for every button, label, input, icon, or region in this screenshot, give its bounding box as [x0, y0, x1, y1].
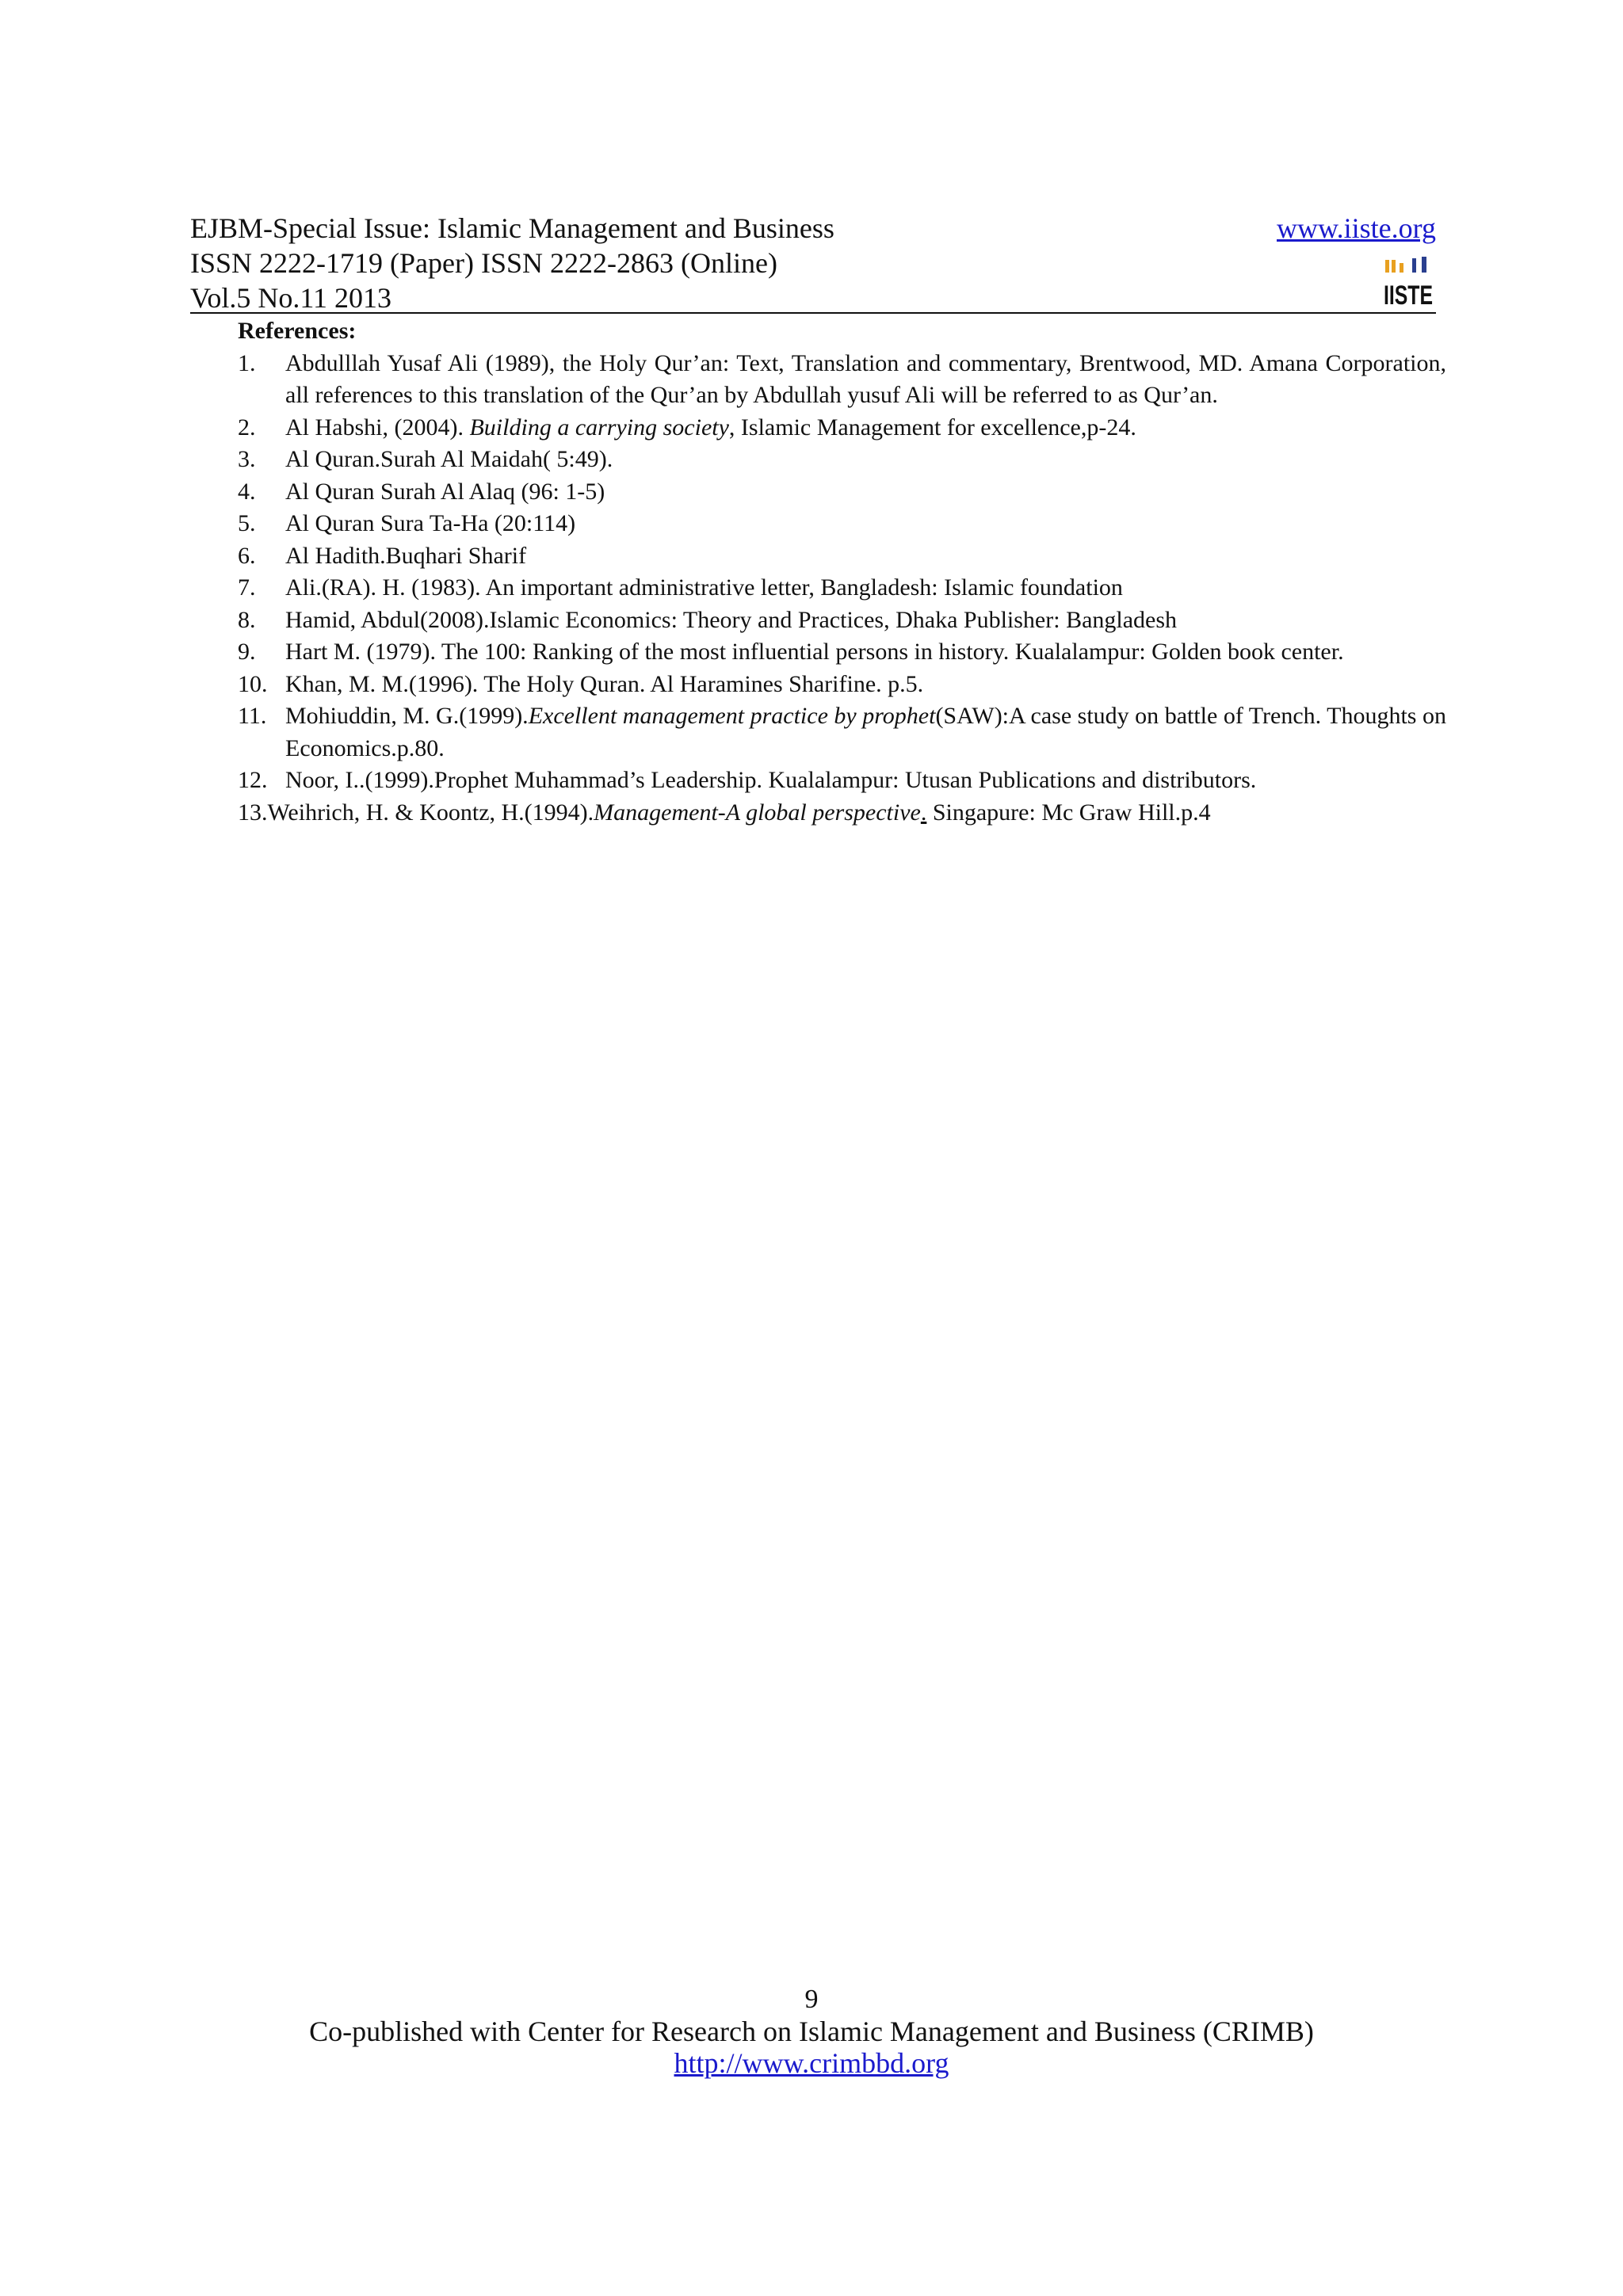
- reference-item: [238, 572, 1446, 605]
- reference-text: Hart M. (1979). The 100: Ranking of the most influential persons in history. Kualalampur: Golden book center.: [285, 639, 1344, 665]
- reference-item: [238, 765, 1446, 797]
- reference-item: [238, 348, 1446, 412]
- page-number: 9: [804, 1985, 819, 2014]
- reference-text: .: [920, 799, 927, 826]
- reference-text: Al Habshi, (2004).: [285, 414, 470, 441]
- reference-item: [238, 540, 1446, 573]
- reference-text: Excellent management practice by prophet: [528, 703, 936, 729]
- copublished-line: Co-published with Center for Research on Islamic Management and Business (CRIMB): [309, 2016, 1314, 2047]
- reference-text: Building a carrying society: [469, 414, 729, 441]
- reference-text: Hamid, Abdul(2008).Islamic Economics: Theory and Practices, Dhaka Publisher: Bangladesh: [285, 606, 1178, 633]
- reference-item: [238, 669, 1446, 701]
- reference-number: 8.: [238, 606, 256, 633]
- reference-number: 3.: [238, 446, 256, 472]
- reference-list: [238, 348, 1446, 830]
- reference-number: 7.: [238, 574, 256, 601]
- reference-number: 5.: [238, 510, 256, 536]
- reference-text: Management-A global perspective: [594, 799, 921, 826]
- reference-number: 6.: [238, 542, 256, 569]
- references-heading: References:: [238, 318, 357, 344]
- reference-text: Khan, M. M.(1996). The Holy Quran. Al Haramines Sharifine. p.5.: [285, 670, 924, 697]
- reference-text: Al Quran Surah Al Alaq (96: 1-5): [285, 478, 605, 505]
- page-header: [190, 211, 1436, 314]
- reference-text: , Islamic Management for excellence,p-24.: [728, 414, 1136, 441]
- reference-text: Ali.(RA). H. (1983). An important administrative letter, Bangladesh: Islamic foundation: [285, 574, 1123, 601]
- crimb-website-link[interactable]: http://www.crimbbd.org: [674, 2047, 949, 2079]
- reference-text: (SAW):A case study on battle of Trench. Thoughts on Economics.p.80.: [285, 703, 1446, 761]
- reference-item: [238, 605, 1446, 637]
- reference-number: 4.: [238, 478, 256, 505]
- reference-number: 12.: [238, 767, 268, 793]
- reference-number: 10.: [238, 670, 268, 697]
- reference-text: Weihrich, H. & Koontz, H.(1994).: [267, 799, 594, 826]
- reference-item: [238, 636, 1446, 669]
- reference-item: [238, 444, 1446, 476]
- reference-text: Singapure: Mc Graw Hill.p.4: [926, 799, 1211, 826]
- references-section: [238, 315, 1446, 829]
- issn-line: ISSN 2222-1719 (Paper) ISSN 2222-2863 (Online): [190, 247, 777, 279]
- volume-line: Vol.5 No.11 2013: [190, 282, 392, 314]
- reference-text: Abdulllah Yusaf Ali (1989), the Holy Qur’an: Text, Translation and commentary, Brentwood, MD. Amana Corporation, all references to this translation of the Qur’an by Abdullah yusuf Ali will be referred to as Qur’an.: [285, 349, 1446, 408]
- reference-text: Noor, I..(1999).Prophet Muhammad’s Leadership. Kualalampur: Utusan Publications and distributors.: [285, 767, 1257, 793]
- reference-item: [238, 508, 1446, 540]
- iiste-logo: [1382, 255, 1434, 309]
- reference-text: Al Quran Sura Ta-Ha (20:114): [285, 510, 576, 536]
- reference-item: [238, 412, 1446, 444]
- reference-number: 11.: [238, 703, 267, 729]
- reference-item: [238, 797, 1446, 830]
- journal-website-link[interactable]: www.iiste.org: [1277, 212, 1436, 244]
- journal-title: EJBM-Special Issue: Islamic Management and Business: [190, 212, 834, 244]
- logo-text: IISTE: [1384, 280, 1433, 311]
- reference-number: 2.: [238, 414, 256, 441]
- reference-item: [238, 476, 1446, 509]
- reference-number: 1.: [238, 349, 256, 376]
- reference-number: 9.: [238, 639, 256, 665]
- reference-text: Al Quran.Surah Al Maidah( 5:49).: [285, 446, 613, 472]
- reference-number: 13.: [238, 799, 268, 826]
- reference-item: [238, 700, 1446, 765]
- reference-text: Mohiuddin, M. G.(1999).: [285, 703, 529, 729]
- reference-text: Al Hadith.Buqhari Sharif: [285, 542, 527, 569]
